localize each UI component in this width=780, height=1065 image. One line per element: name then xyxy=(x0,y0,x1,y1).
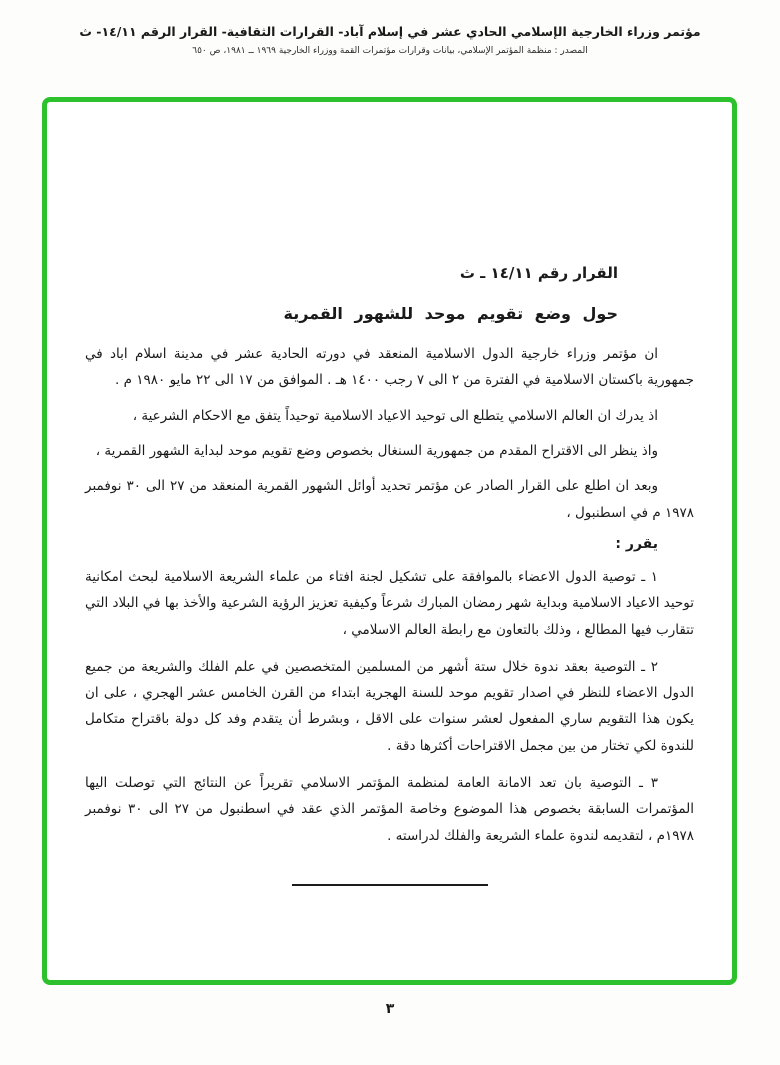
end-divider-line xyxy=(292,884,488,886)
preamble-paragraph: اذ يدرك ان العالم الاسلامي يتطلع الى توحيد الاعياد الاسلامية توحيداً يتفق مع الاحكام الشرعية ، xyxy=(132,407,658,424)
preamble-paragraph: واذ ينظر الى الاقتراح المقدم من جمهورية السنغال بخصوص وضع تقويم موحد لبداية الشهور القمرية ، xyxy=(95,442,658,459)
resolution-item-1: ١ ـ توصية الدول الاعضاء بالموافقة على تشكيل لجنة افتاء من علماء الشريعة الاسلامية لبحث امكانية توحيد الاعياد الاسلامية وبداية شهر رمضان المبارك شرعاً وكيفية تعزيز الرؤية الشرعية والأخذ بها في البلاد التي تتقارب فيها المطالع ، وذلك بالتعاون مع رابطة العالم الاسلامي ، xyxy=(85,568,694,638)
page-number: ٣ xyxy=(385,1001,395,1017)
document-frame xyxy=(42,97,737,985)
header-source-line: المصدر : منظمة المؤتمر الإسلامي، بيانات وقرارات مؤتمرات القمة ووزراء الخارجية ١٩٦٩ ــ ١٩٨١، ص ٦٥٠ xyxy=(192,46,588,56)
resolution-number-title: القرار رقم ١٤/١١ ـ ث xyxy=(459,264,618,282)
preamble-paragraph: ان مؤتمر وزراء خارجية الدول الاسلامية المنعقد في دورته الحادية عشر في مدينة اسلام اباد في جمهورية باكستان الاسلامية في الفترة من ٢ الى ٧ رجب ١٤٠٠ هـ . الموافق من ١٧ الى ٢٢ مايو ١٩٨٠ م . xyxy=(85,346,694,389)
resolution-subject-title: حول وضع تقويم موحد للشهور القمرية xyxy=(283,304,618,323)
preamble-paragraph: وبعد ان اطلع على القرار الصادر عن مؤتمر تحديد أوائل الشهور القمرية المنعقد من ٢٧ الى ٣٠ نوفمبر ١٩٧٨ م في اسطنبول ، xyxy=(85,478,694,521)
source-header xyxy=(0,24,780,56)
decides-label: يقرر : xyxy=(615,535,658,552)
resolution-body xyxy=(47,102,732,980)
resolution-item-2: ٢ ـ التوصية بعقد ندوة خلال ستة أشهر من المسلمين المتخصصين في علم الفلك والشريعة من جميع الدول الاعضاء للنظر في اصدار تقويم موحد للسنة الهجرية ابتداء من القرن الخامس عشر الهجري ، على ان يكون هذا التقويم ساري المفعول لعشر سنوات على الاقل ، وبشرط أن يتقدم وفد كل دولة باقتراح متكامل للندوة لكي تختار من بين مجمل الاقتراحات أكثرها دقة . xyxy=(85,658,694,754)
header-citation-title: مؤتمر وزراء الخارجية الإسلامي الحادي عشر في إسلام آباد- القرارات الثقافية- القرار الرقم ١٤/١١- ث xyxy=(79,24,701,39)
resolution-item-3: ٣ ـ التوصية بان تعد الامانة العامة لمنظمة المؤتمر الاسلامي تقريراً عن النتائج التي توصلت اليها المؤتمرات السابقة بخصوص هذا الموضوع وخاصة المؤتمر الذي عقد في اسطنبول من ٢٧ الى ٣٠ نوفمبر ١٩٧٨م ، لتقديمه لندوة علماء الشريعة والفلك لدراسته . xyxy=(85,775,694,844)
